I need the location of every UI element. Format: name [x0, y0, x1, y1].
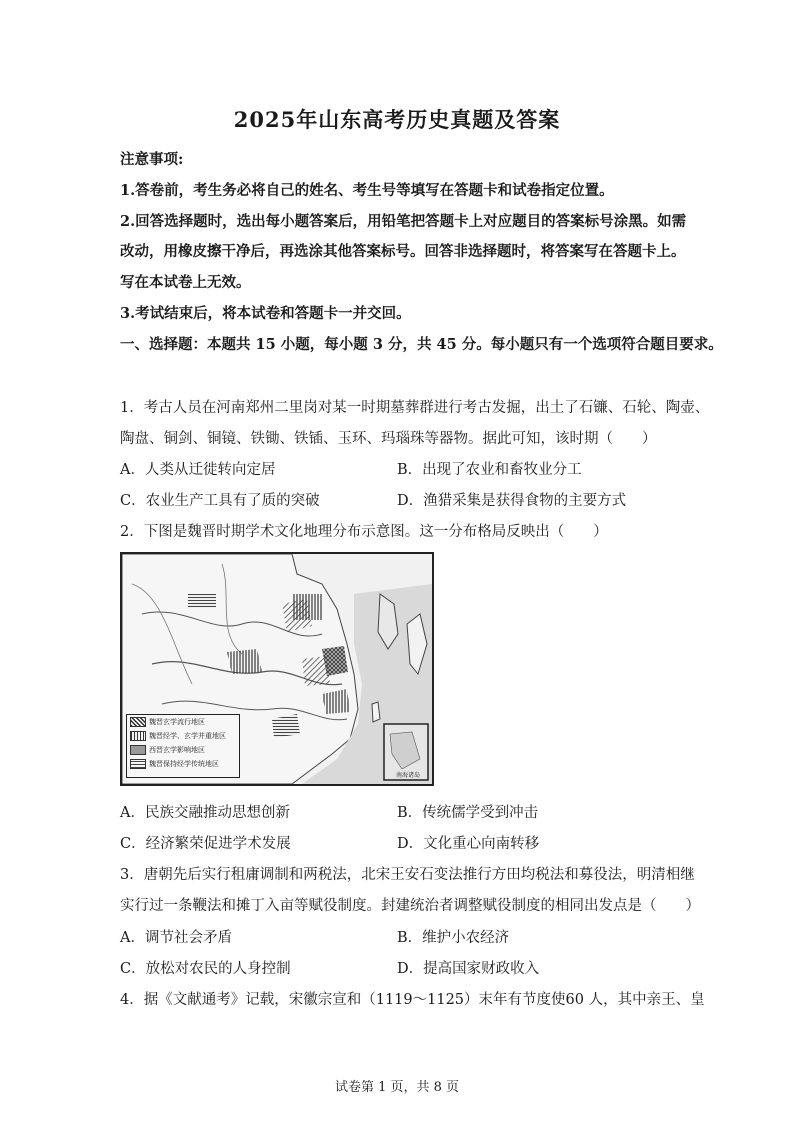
- question-3-option-d: D．提高国家财政收入: [397, 961, 540, 977]
- legend-label-3: 西晋玄学影响地区: [149, 746, 205, 754]
- legend-swatch-3: [130, 745, 146, 755]
- question-3-line-1: 3．唐朝先后实行租庸调制和两税法，北宋王安石变法推行方田均税法和募役法，明清相继: [120, 867, 695, 883]
- notice-item-1: 1.答卷前，考生务必将自己的姓名、考生号等填写在答题卡和试卷指定位置。: [120, 182, 614, 199]
- question-1-line-1: 1．考古人员在河南郑州二里岗对某一时期墓葬群进行考古发掘，出土了石镰、石轮、陶壶、: [120, 400, 710, 416]
- question-3-option-c: C．放松对农民的人身控制: [120, 961, 291, 977]
- legend-item: [127, 715, 239, 729]
- legend-swatch-2: [130, 731, 146, 741]
- map-legend: [126, 714, 240, 778]
- question-2-option-c: C．经济繁荣促进学术发展: [120, 836, 291, 852]
- page-footer: 试卷第 1 页，共 8 页: [334, 1080, 460, 1095]
- legend-item: [127, 729, 239, 743]
- legend-swatch-1: [130, 717, 146, 727]
- legend-label-4: 魏晋保持经学传统地区: [149, 760, 219, 768]
- question-1-option-a: A．人类从迁徙转向定居: [120, 462, 276, 478]
- legend-item: [127, 757, 239, 771]
- notice-item-2-end: 写在本试卷上无效。: [120, 274, 251, 291]
- notice-item-2-cont: 改动，用橡皮擦干净后，再选涂其他答案标号。回答非选择题时，将答案写在答题卡上。: [120, 243, 686, 260]
- notice-heading: 注意事项:: [120, 151, 184, 168]
- question-3-option-a: A．调节社会矛盾: [120, 930, 232, 946]
- question-1-option-d: D．渔猎采集是获得食物的主要方式: [397, 493, 627, 509]
- legend-label-1: 魏晋玄学流行地区: [149, 718, 205, 726]
- notice-item-3: 3.考试结束后，将本试卷和答题卡一并交回。: [120, 305, 411, 322]
- question-1-option-c: C．农业生产工具有了质的突破: [120, 493, 320, 509]
- question-3-option-b: B．维护小农经济: [397, 930, 510, 946]
- wei-jin-academic-map: [120, 552, 434, 786]
- map-inset-label: 南海诸岛: [395, 772, 421, 779]
- question-2-option-d: D．文化重心向南转移: [397, 836, 540, 852]
- legend-item: [127, 743, 239, 757]
- question-2-line-1: 2．下图是魏晋时期学术文化地理分布示意图。这一分布格局反映出（ ）: [120, 524, 608, 540]
- section-heading: 一、选择题：本题共 15 小题，每小题 3 分，共 45 分。每小题只有一个选项符合题目要求。: [120, 336, 723, 353]
- notice-item-2: 2.回答选择题时，选出每小题答案后，用铅笔把答题卡上对应题目的答案标号涂黑。如需: [120, 213, 687, 230]
- question-1-line-2: 陶盘、铜剑、铜镜、铁锄、铁锸、玉环、玛瑙珠等器物。据此可知，该时期（ ）: [120, 431, 657, 447]
- question-4-line-1: 4．据《文献通考》记载，宋徽宗宣和（1119～1125）末年有节度使60 人，其中亲王、皇: [120, 992, 705, 1008]
- legend-swatch-4: [130, 759, 146, 769]
- question-2-option-a: A．民族交融推动思想创新: [120, 805, 290, 821]
- question-1-option-b: B．出现了农业和畜牧业分工: [397, 462, 582, 478]
- legend-label-2: 魏晋经学、玄学并重地区: [149, 732, 226, 740]
- page-title: 2025年山东高考历史真题及答案: [233, 107, 561, 132]
- question-2-option-b: B．传统儒学受到冲击: [397, 805, 539, 821]
- question-3-line-2: 实行过一条鞭法和摊丁入亩等赋役制度。封建统治者调整赋役制度的相同出发点是（ ）: [120, 898, 700, 914]
